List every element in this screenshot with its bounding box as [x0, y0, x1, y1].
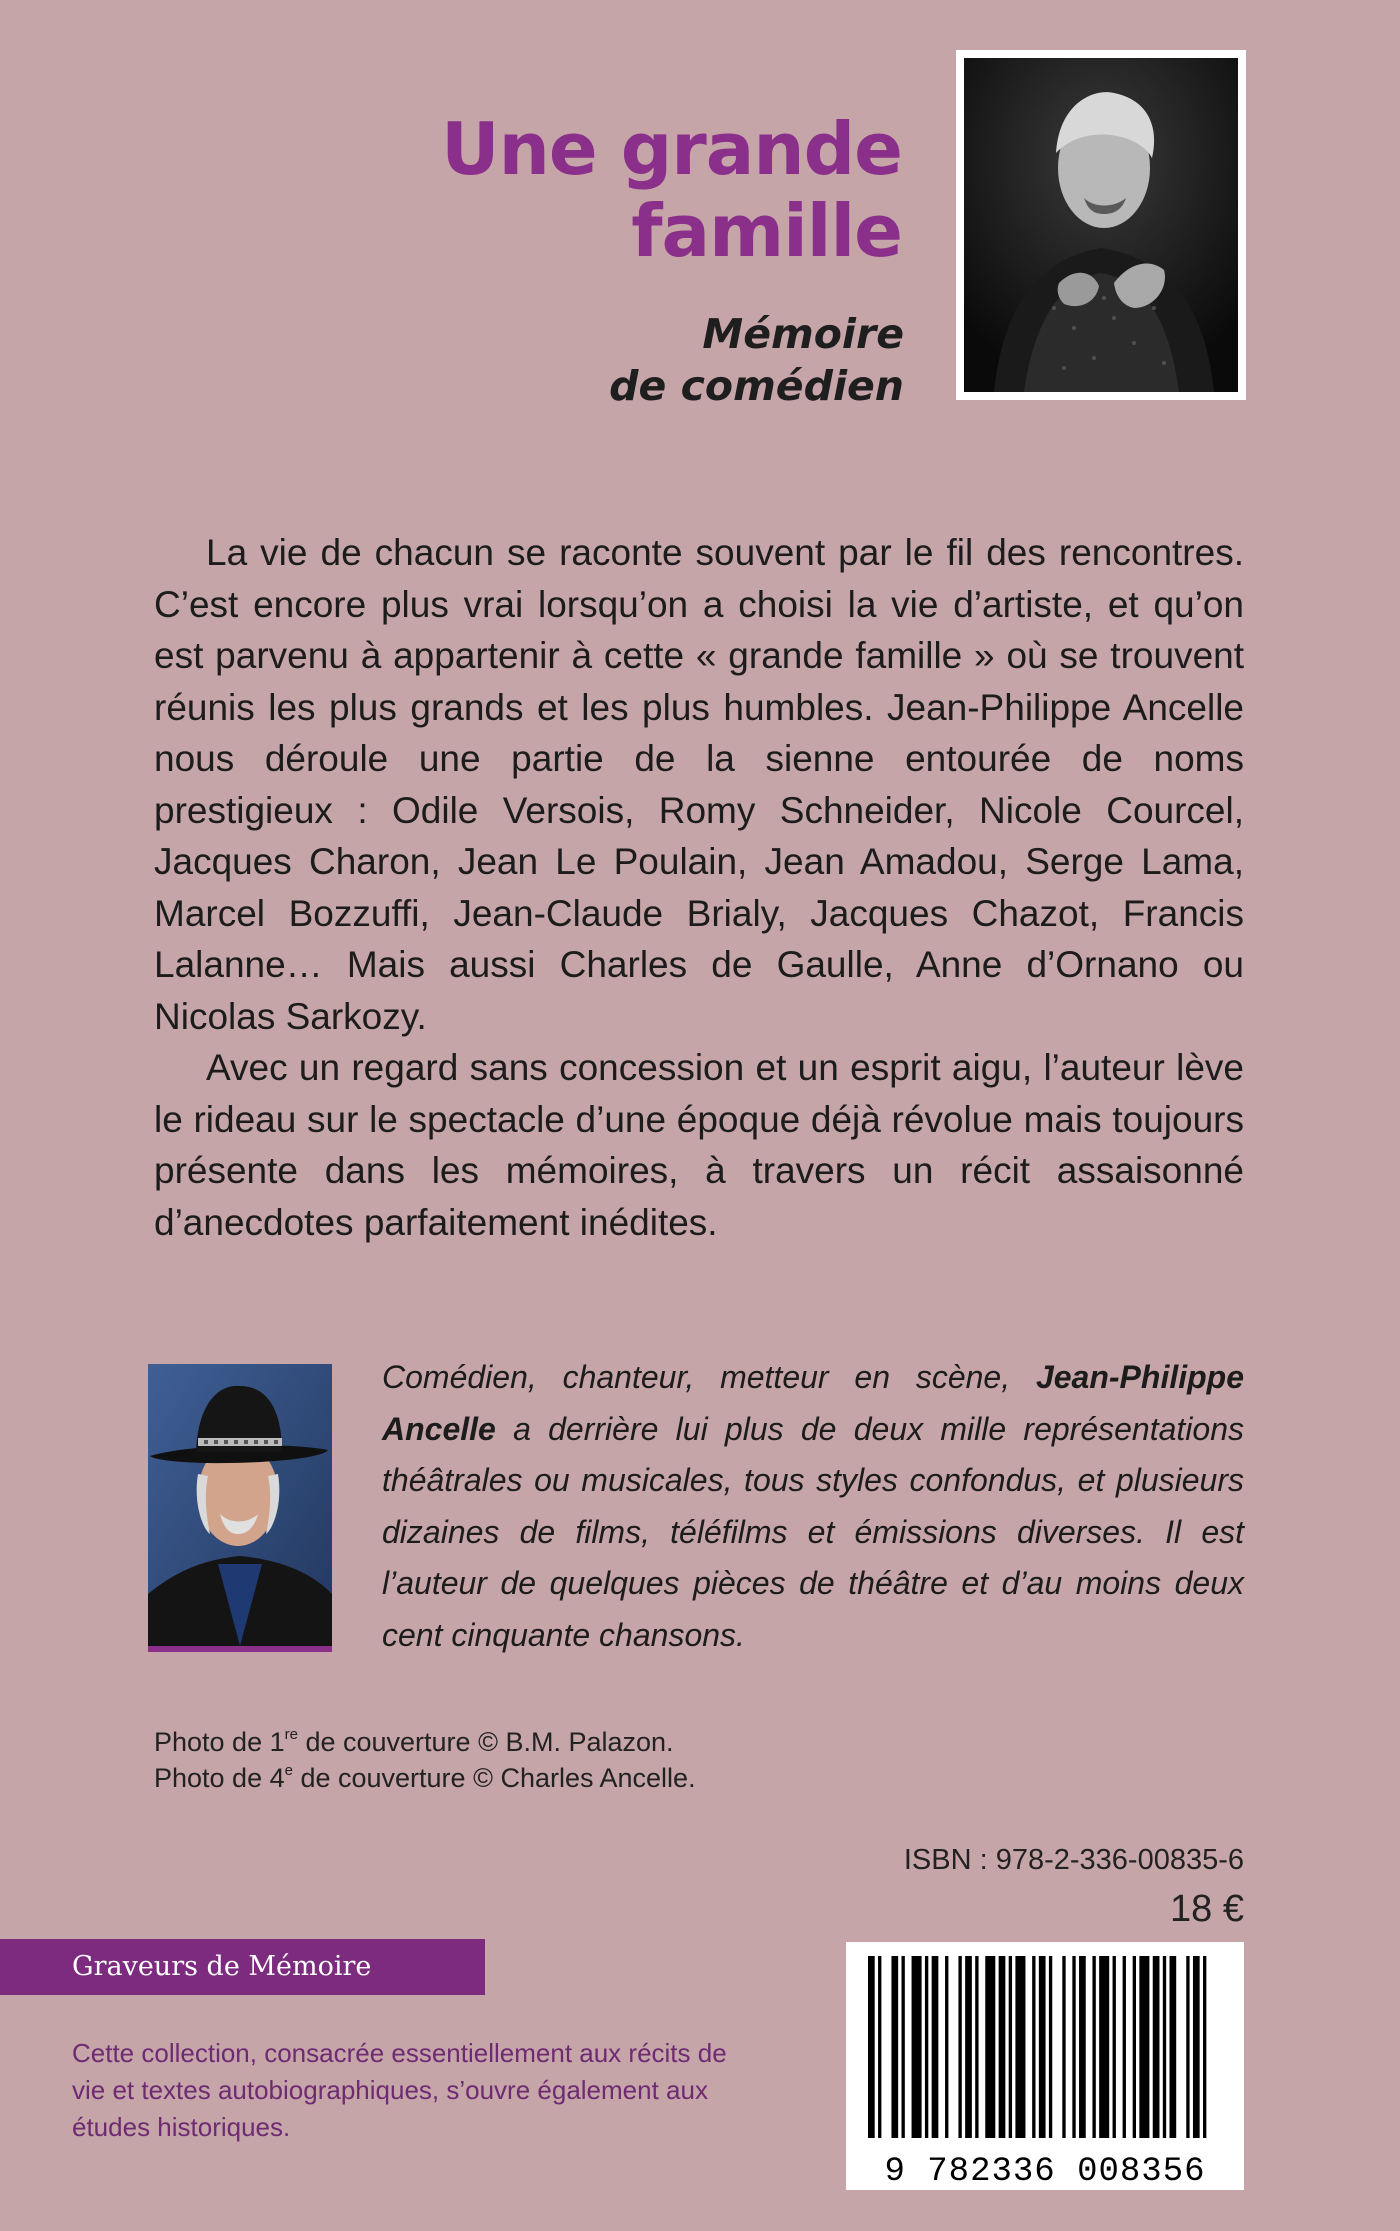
collection-description-text: Cette collection, consacrée essentiellement aux récits de vie et textes autobiographiques, s’ouvre également aux études historiques. — [72, 2038, 727, 2142]
barcode-bar — [965, 1956, 972, 2138]
isbn-number: ISBN : 978-2-336-00835-6 — [903, 1844, 1244, 1876]
barcode-bar — [1039, 1956, 1046, 2138]
price-label: 18 € — [1170, 1888, 1244, 1930]
barcode-bar — [1153, 1956, 1160, 2138]
summary-paragraph-1: La vie de chacun se raconte souvent par le fil des rencontres. C’est encore plus vrai lorsqu’on a choisi la vie d’artiste, et qu’on est parvenu à appartenir à cette « grande famille » où se trouvent réunis les plus grands et les plus humbles. Jean-Philippe Ancelle nous déroule une partie de la sienne entourée de noms prestigieux : Odile Versois, Romy Schneider, Nicole Courcel, Jacques Charon, Jean Le Poulain, Jean Amadou, Serge Lama, Marcel Bozzuffi, Jean-Claude Brialy, Jacques Chazot, Francis Lalanne… Mais aussi Charles de Gaulle, Anne d’Ornano ou Nicolas Sarkozy. — [154, 532, 1244, 1037]
book-title — [441, 108, 902, 272]
barcode-bar — [1015, 1956, 1025, 2138]
barcode-bar — [1092, 1956, 1095, 2138]
photo-credit-front — [154, 1724, 696, 1760]
book-summary — [154, 527, 1244, 1248]
barcode-bar — [1099, 1956, 1109, 2138]
barcode-bar — [1133, 1956, 1136, 2138]
author-photo-image — [148, 1364, 332, 1646]
barcode-bar — [1062, 1956, 1065, 2138]
author-bio — [382, 1352, 1244, 1661]
book-subtitle-line-1: Mémoire — [702, 310, 904, 358]
credit-front-sup: re — [284, 1726, 298, 1743]
collection-description — [72, 2035, 752, 2146]
barcode-bar — [1113, 1956, 1116, 2138]
barcode-bar — [985, 1956, 995, 2138]
author-photo — [148, 1364, 332, 1652]
credit-back-prefix: Photo de 4 — [154, 1763, 285, 1793]
barcode-bar — [1193, 1956, 1200, 2138]
collection-name-bar: Graveurs de Mémoire — [0, 1939, 485, 1995]
barcode-bar — [878, 1956, 881, 2138]
barcode-bar — [891, 1956, 898, 2138]
barcode-bar — [932, 1956, 939, 2138]
photo-credit-back — [154, 1760, 696, 1796]
barcode-bar — [1170, 1956, 1177, 2138]
barcode-graphic — [846, 1942, 1244, 2190]
barcode-bar — [945, 1956, 948, 2138]
barcode-bar — [1139, 1956, 1149, 2138]
barcode-bar — [1049, 1956, 1052, 2138]
barcode-bar — [1032, 1956, 1035, 2138]
author-bio-intro: Comédien, chanteur, metteur en scène, — [382, 1359, 1036, 1395]
barcode — [846, 1942, 1244, 2190]
book-title-line-2: famille — [631, 189, 902, 273]
book-subtitle-line-2: de comédien — [609, 362, 904, 410]
author-name: Jean-Philippe Ancelle — [382, 1359, 1244, 1447]
summary-paragraph-2: Avec un regard sans concession et un esprit aigu, l’auteur lève le rideau sur le spectacle d’une époque déjà révolue mais toujours présente dans les mémoires, à travers un récit assaisonné d’anecdotes parfaitement inédites. — [154, 1047, 1244, 1243]
barcode-bar — [1203, 1956, 1206, 2138]
book-subtitle — [609, 308, 904, 412]
barcode-bar — [975, 1956, 978, 2138]
photo-credits — [154, 1724, 696, 1796]
barcode-bar — [958, 1956, 961, 2138]
credit-front-prefix: Photo de 1 — [154, 1727, 285, 1757]
barcode-bar — [1123, 1956, 1126, 2138]
barcode-bar — [1009, 1956, 1012, 2138]
barcode-bar — [1072, 1956, 1075, 2138]
performer-photo-image — [964, 58, 1238, 392]
barcode-bar — [868, 1956, 875, 2138]
author-bio-text — [382, 1352, 1244, 1661]
barcode-bar — [902, 1956, 905, 2138]
barcode-bar — [925, 1956, 928, 2138]
credit-back-sup: e — [284, 1762, 293, 1779]
author-bio-rest: a derrière lui plus de deux mille représentations théâtrales ou musicales, tous styles confondus, et plusieurs dizaines de films, téléfilms et émissions diverses. Il est l’auteur de quelques pièces de théâtre et d’au moins deux cent cinquante chansons. — [382, 1410, 1244, 1653]
credit-front-suffix: de couverture © B.M. Palazon. — [297, 1727, 674, 1757]
barcode-bar — [999, 1956, 1006, 2138]
credit-back-suffix: de couverture © Charles Ancelle. — [292, 1763, 696, 1793]
barcode-bar — [1163, 1956, 1166, 2138]
barcode-digits: 9 782336 008356 — [884, 2153, 1206, 2190]
book-title-line-1: Une grande — [441, 107, 902, 191]
barcode-bar — [912, 1956, 922, 2138]
barcode-bar — [1079, 1956, 1086, 2138]
stage-performer-photo — [956, 50, 1246, 400]
barcode-bar — [1186, 1956, 1189, 2138]
barcode-bars — [868, 1956, 1206, 2138]
